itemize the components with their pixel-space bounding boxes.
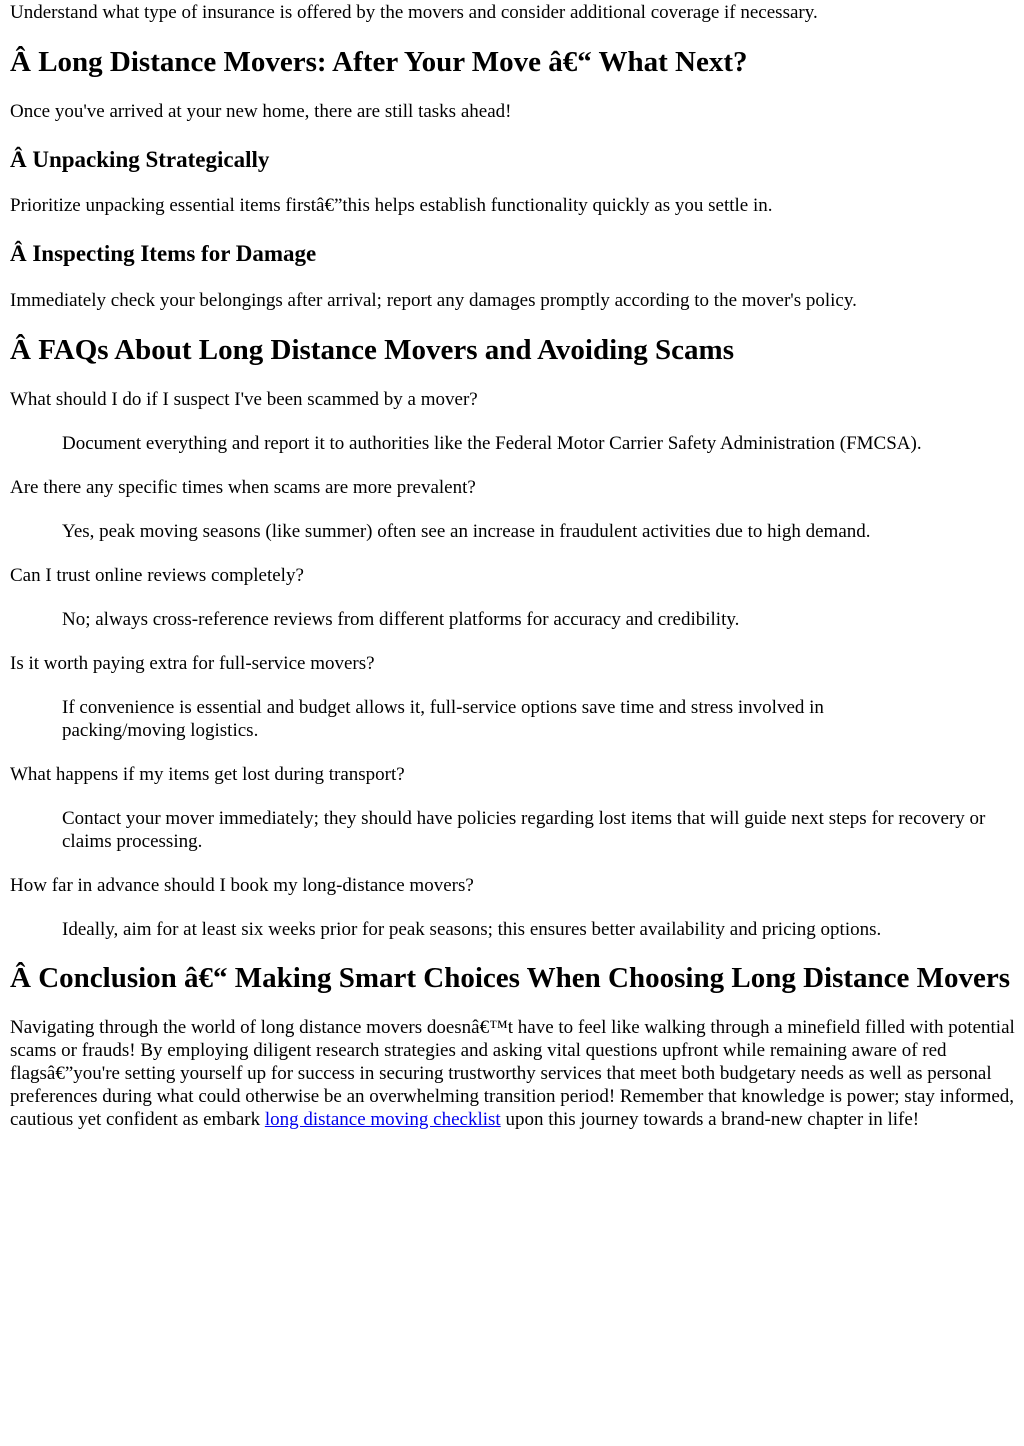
faq-list	[10, 388, 1016, 941]
faq-answer: If convenience is essential and budget allows it, full-service options save time and stress involved in packing/moving logistics.	[62, 697, 824, 741]
unpacking-heading: Â Unpacking Strategically	[10, 147, 270, 172]
faq-answer: Ideally, aim for at least six weeks prior for peak seasons; this ensures better availability and pricing options.	[62, 919, 882, 940]
conclusion-text-end: upon this journey towards a brand-new chapter in life!	[500, 1109, 920, 1130]
faq-question: Are there any specific times when scams are more prevalent?	[10, 477, 476, 498]
faq-question: How far in advance should I book my long-distance movers?	[10, 875, 474, 896]
moving-checklist-link[interactable]: long distance moving checklist	[264, 1109, 501, 1130]
faq-answer: No; always cross-reference reviews from different platforms for accuracy and credibility.	[62, 609, 740, 630]
inspecting-heading: Â Inspecting Items for Damage	[10, 241, 317, 266]
faqs-heading: Â FAQs About Long Distance Movers and Avoiding Scams	[10, 334, 734, 366]
faq-question: What happens if my items get lost during transport?	[10, 764, 405, 785]
faq-answer: Yes, peak moving seasons (like summer) often see an increase in fraudulent activities due to high demand.	[62, 521, 871, 542]
faq-question: Is it worth paying extra for full-service movers?	[10, 653, 375, 674]
after-move-paragraph: Once you've arrived at your new home, there are still tasks ahead!	[10, 101, 512, 122]
faq-question: What should I do if I suspect I've been scammed by a mover?	[10, 389, 478, 410]
unpacking-paragraph: Prioritize unpacking essential items firstâ€”this helps establish functionality quickly as you settle in.	[10, 195, 773, 216]
conclusion-text: Navigating through the world of long distance movers doesnâ€™t have to feel like walking through a minefield filled with potential scams or frauds! By employing diligent research strategies and asking vital questions upfront while remaining aware of red flagsâ€”you're setting yourself up for success in securing trustworthy services that meet both budgetary needs as well as personal preferences during what could otherwise be an overwhelming transition period! Remember that knowledge is power; stay informed, cautious yet confident as embark	[10, 1017, 1015, 1130]
conclusion-heading: Â Conclusion â€“ Making Smart Choices When Choosing Long Distance Movers	[10, 962, 1011, 994]
after-move-heading: Â Long Distance Movers: After Your Move â€“ What Next?	[10, 46, 748, 78]
faq-answer: Contact your mover immediately; they should have policies regarding lost items that will guide next steps for recovery or claims processing.	[62, 808, 986, 852]
intro-paragraph: Understand what type of insurance is offered by the movers and consider additional coverage if necessary.	[10, 2, 818, 23]
conclusion-paragraph	[10, 1016, 1016, 1131]
faq-question: Can I trust online reviews completely?	[10, 565, 304, 586]
inspecting-paragraph: Immediately check your belongings after arrival; report any damages promptly according to the mover's policy.	[10, 290, 857, 311]
faq-answer: Document everything and report it to authorities like the Federal Motor Carrier Safety Administration (FMCSA).	[62, 433, 922, 454]
